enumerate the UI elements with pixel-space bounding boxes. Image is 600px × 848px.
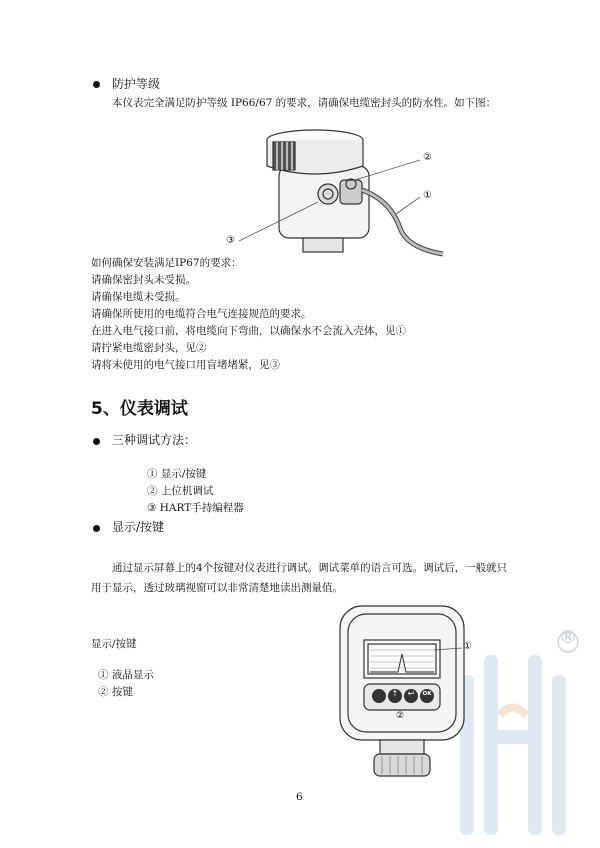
- methods-heading: 三种调试方法：: [112, 433, 197, 447]
- callout-1: ①: [463, 641, 472, 652]
- housing-figure: [215, 118, 455, 258]
- method-item: ③ HART手持编程器: [147, 502, 244, 514]
- bullet: [93, 81, 100, 88]
- method-item: ② 上位机调试: [147, 485, 214, 497]
- requirement-item: 请确保密封头未受损。: [91, 274, 196, 286]
- display-paragraph-line2: 用于显示，透过玻璃视窗可以非常清楚地读出测量值。: [91, 582, 343, 594]
- key-up: ↑: [391, 689, 399, 698]
- bullet: [93, 438, 100, 445]
- housing-illustration: [215, 118, 455, 258]
- method-item: ① 显示/按键: [147, 468, 207, 480]
- requirements-title: 如何确保安装满足IP67的要求：: [91, 257, 242, 269]
- key-esc: ESC: [43, 691, 55, 697]
- requirement-item: 请确保所使用的电缆符合电气连接规范的要求。: [91, 308, 312, 320]
- requirement-item: 在进入电气接口前，将电缆向下弯曲，以确保水不会流入壳体，见①: [91, 325, 406, 337]
- protection-heading: 防护等级: [112, 77, 161, 91]
- requirement-item: 请将未使用的电气接口用盲堵堵紧，见③: [91, 359, 280, 371]
- requirements-list: [91, 273, 406, 375]
- key-ok: OK: [422, 691, 432, 697]
- display-heading: 显示/按键: [112, 520, 165, 534]
- callout-1: ①: [423, 190, 432, 201]
- legend-item: ② 按键: [98, 686, 133, 698]
- display-paragraph-line1: 通过显示屏幕上的4个按键对仪表进行调试。调试菜单的语言可选。调试后，一般就只: [112, 562, 508, 574]
- protection-intro: 本仪表完全满足防护等级 IP66/67 的要求，请确保电缆密封头的防水性。如下图：: [112, 97, 497, 109]
- page-number: 6: [296, 791, 303, 803]
- callout-2: ②: [396, 711, 405, 721]
- display-sub-label: 显示/按键: [91, 638, 137, 650]
- callout-2: ②: [423, 152, 432, 163]
- registered-mark: ®: [559, 627, 577, 648]
- key-enter: ↩: [407, 689, 415, 698]
- section-title: 5、仪表调试: [91, 399, 188, 419]
- bullet: [93, 525, 100, 532]
- requirement-item: 请拧紧电缆密封头，见②: [91, 342, 207, 354]
- requirement-item: 请确保电缆未受损。: [91, 291, 186, 303]
- legend-item: ① 液晶显示: [98, 669, 154, 681]
- callout-3: ③: [226, 235, 235, 246]
